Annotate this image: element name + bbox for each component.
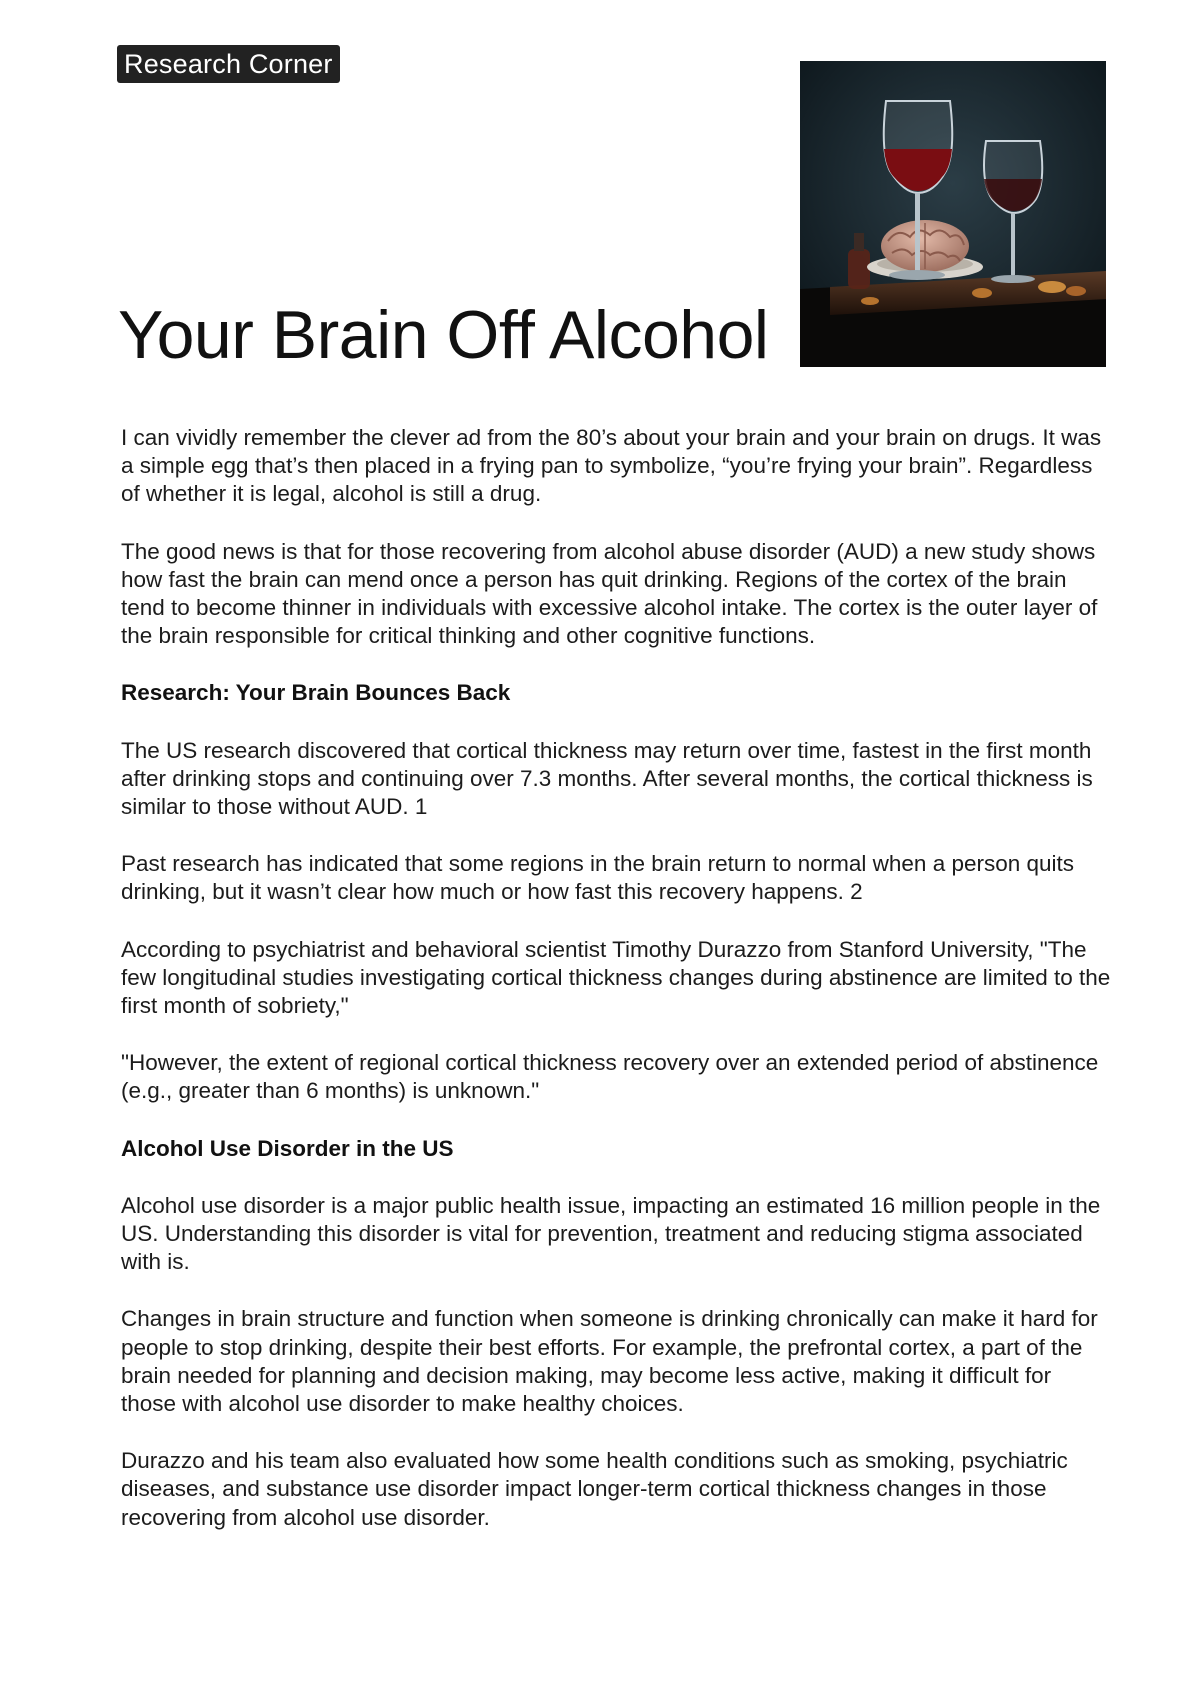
article-body [121, 424, 1111, 1561]
section-tag: Research Corner [117, 45, 340, 83]
paragraph: According to psychiatrist and behavioral scientist Timothy Durazzo from Stanford University, "The few longitudinal studies investigating cortical thickness changes during abstinence are limited to the first month of sobriety," [121, 936, 1111, 1019]
paragraph: The good news is that for those recovering from alcohol abuse disorder (AUD) a new study shows how fast the brain can mend once a person has quit drinking. Regions of the cortex of the brain tend to become thinner in individuals with excessive alcohol intake. The cortex is the outer layer of the brain responsible for critical thinking and other cognitive functions. [121, 538, 1098, 649]
paragraph: Past research has indicated that some regions in the brain return to normal when a person quits drinking, but it wasn’t clear how much or how fast this recovery happens. 2 [121, 851, 1075, 905]
section-heading: Research: Your Brain Bounces Back [121, 680, 511, 706]
paragraph: Durazzo and his team also evaluated how some health conditions such as smoking, psychiatric diseases, and substance use disorder impact longer-term cortical thickness changes in those recovering from alcohol use disorder. [121, 1448, 1068, 1530]
article-title: Your Brain Off Alcohol [118, 297, 769, 373]
hero-image [800, 61, 1106, 367]
paragraph: The US research discovered that cortical thickness may return over time, fastest in the first month after drinking stops and continuing over 7.3 months. After several months, the cortical thickness is similar to those without AUD. 1 [121, 737, 1093, 820]
section-heading: Alcohol Use Disorder in the US [121, 1135, 454, 1161]
paragraph: Changes in brain structure and function when someone is drinking chronically can make it hard for people to stop drinking, despite their best efforts. For example, the prefrontal cortex, a part of the brain needed for planning and decision making, may become less active, making it difficult for those with alcohol use disorder to make healthy choices. [121, 1306, 1098, 1417]
paragraph: I can vividly remember the clever ad from the 80’s about your brain and your brain on drugs. It was a simple egg that’s then placed in a frying pan to symbolize, “you’re frying your brain”. Regardless of whether it is legal, alcohol is still a drug. [121, 425, 1102, 507]
paragraph: "However, the extent of regional cortical thickness recovery over an extended period of abstinence (e.g., greater than 6 months) is unknown." [121, 1050, 1099, 1104]
brain-and-wine-glasses-illustration [800, 61, 1106, 367]
paragraph: Alcohol use disorder is a major public health issue, impacting an estimated 16 million people in the US. Understanding this disorder is vital for prevention, treatment and reducing stigma associated with is. [121, 1192, 1101, 1275]
